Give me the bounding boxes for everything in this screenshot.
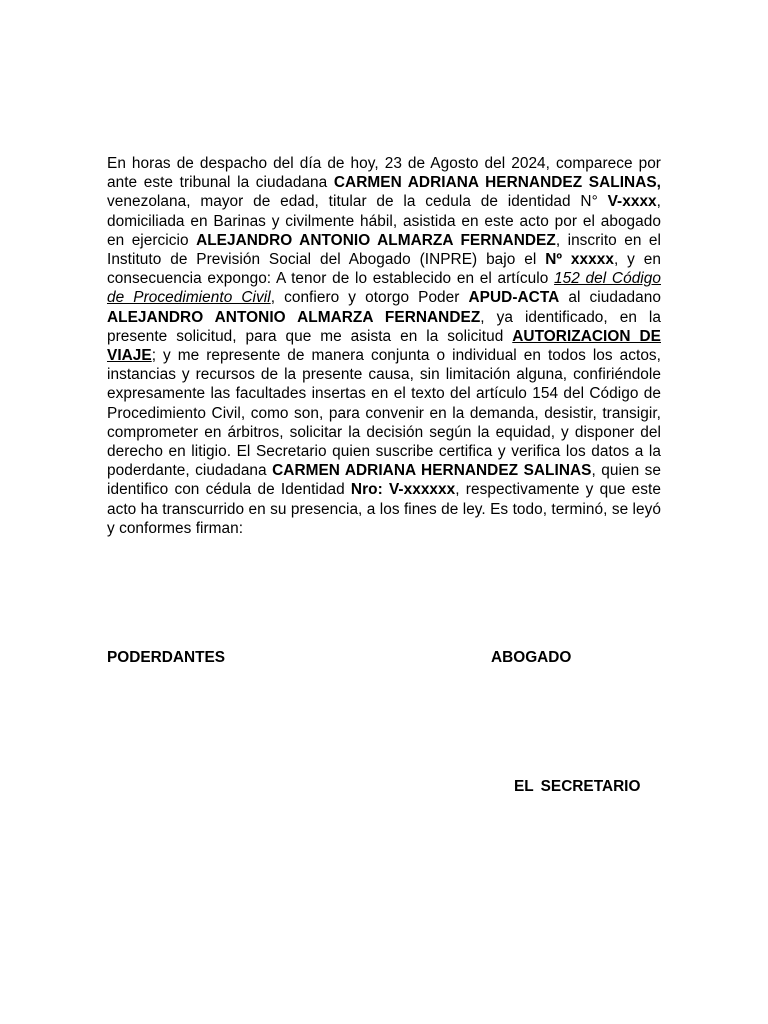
paragraph-text-segment: , respectivamente y que este acto ha transcurrido en su presencia, a los fines de ley. Es todo, terminó, se leyó y conformes firman: xyxy=(107,481,661,537)
paragraph-text-segment: ; y me represente de manera conjunta o individual en todos los actos, instancias y recursos de la presente causa, sin limitación alguna, confiriéndole expresamente las facultades insertas en el texto del artículo 154 del Código de Procedimiento Civil, como son, para convenir en la demanda, desistir, transigir, comprometer en árbitros, solicitar la decisión según la equidad, y disponer del derecho en litigio. El Secretario quien suscribe certifica y verifica los datos a la poderdante, ciudadana xyxy=(107,347,661,480)
paragraph-text-segment: venezolana, mayor de edad, titular de la cedula de identidad N° xyxy=(107,193,608,211)
paragraph-article-reference: 152 del Código de Procedimiento Civil xyxy=(107,270,661,307)
paragraph-text-segment: , y en consecuencia expongo: A tenor de lo establecido en el artículo xyxy=(107,251,661,288)
paragraph-bold-segment: ALEJANDRO ANTONIO ALMARZA FERNANDEZ xyxy=(107,308,481,326)
paragraph-bold-segment: CARMEN ADRIANA HERNANDEZ SALINAS, xyxy=(333,174,662,192)
paragraph-text-segment: En horas de despacho del día de hoy, 23 de Agosto del 2024, comparece por ante este tribunal la ciudadana xyxy=(107,155,661,192)
paragraph-bold-underline-segment: AUTORIZACION DE VIAJE xyxy=(107,327,661,365)
paragraph-bold-segment: Nº xxxxx xyxy=(545,251,614,269)
paragraph-bold-segment: V-xxxx xyxy=(607,193,657,211)
signature-label-secretario: EL SECRETARIO xyxy=(514,778,641,795)
paragraph-bold-segment: Nro: V-xxxxxx xyxy=(350,481,456,499)
document-body-paragraph xyxy=(107,154,661,538)
paragraph-text-segment: , domiciliada en Barinas y civilmente hábil, asistida en este acto por el abogado en ejercicio xyxy=(107,193,661,249)
paragraph-text-segment: , confiero y otorgo Poder xyxy=(270,289,469,307)
signature-label-poderdantes: PODERDANTES xyxy=(107,649,226,666)
paragraph-bold-segment: CARMEN ADRIANA HERNANDEZ SALINAS xyxy=(272,462,592,480)
signature-label-abogado: ABOGADO xyxy=(491,649,572,666)
paragraph-text-segment: al ciudadano xyxy=(559,289,662,307)
paragraph-text-segment: , ya identificado, en la presente solicitud, para que me asista en la solicitud xyxy=(107,308,662,345)
paragraph-bold-segment: ALEJANDRO ANTONIO ALMARZA FERNANDEZ xyxy=(196,231,556,249)
paragraph-text-segment: , quien se identifico con cédula de Identidad xyxy=(107,462,661,499)
paragraph-text-segment: , inscrito en el Instituto de Previsión Social del Abogado (INPRE) bajo el xyxy=(107,231,661,269)
paragraph-bold-segment: APUD-ACTA xyxy=(468,289,560,307)
